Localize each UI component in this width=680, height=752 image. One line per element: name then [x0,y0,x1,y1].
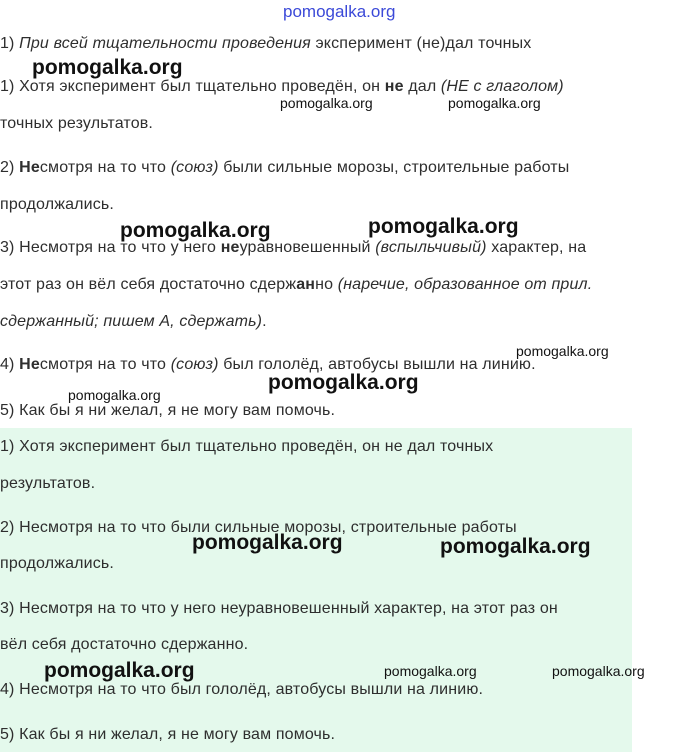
italic-note: сдержанный; пишем А, сдержать) [0,313,263,330]
text: 2) [0,159,15,176]
text: смотря на то что [39,159,167,176]
watermark: pomogalka.org [552,663,645,679]
bold-text: ан [296,276,316,293]
italic-note: (союз) [170,159,219,176]
sentence-1-line-1 [0,77,564,97]
text: 3) Несмотря на то что у него [0,239,217,256]
watermark: pomogalka.org [280,95,373,111]
text: характер, на [491,239,587,256]
text: смотря на то что [39,356,167,373]
watermark: pomogalka.org [516,343,609,359]
italic-note: (союз) [170,356,219,373]
watermark: pomogalka.org [448,95,541,111]
answer-4-line-1: 4) Несмотря на то что был гололёд, автобусы вышли на линию. [0,681,484,698]
sentence-1-line-2: точных результатов. [0,115,154,132]
text: . [262,313,267,330]
bold-text: Не [19,356,40,373]
bold-text: Не [19,159,40,176]
answer-5-line-1: 5) Как бы я ни желал, я не могу вам помочь. [0,726,336,743]
answer-2-line-2: продолжались. [0,555,114,572]
sentence-3-line-2 [0,275,592,295]
text: 4) [0,356,15,373]
answer-3-line-1: 3) Несмотря на то что у него неуравновешенный характер, на этот раз он [0,600,558,617]
text: были сильные морозы, строительные работы [223,159,570,176]
text: но [315,276,334,293]
watermark: pomogalka.org [68,387,161,403]
text: был гололёд, автобусы вышли на линию. [223,356,536,373]
answer-2-line-1: 2) Несмотря на то что были сильные морозы, строительные работы [0,519,517,536]
watermark: pomogalka.org [368,215,519,238]
text: дал [408,78,437,95]
task-rest: эксперимент (не)дал точных [315,35,532,52]
text: 1) Хотя эксперимент был тщательно проведён, он [0,78,381,95]
task-line-1 [0,34,531,54]
italic-note: (наречие, образованное от прил. [337,276,593,293]
watermark: pomogalka.org [192,531,343,554]
watermark: pomogalka.org [384,663,477,679]
answer-1-line-1: 1) Хотя эксперимент был тщательно проведён, он не дал точных [0,438,494,455]
watermark: pomogalka.org [268,371,419,394]
text: этот раз он вёл себя достаточно сдерж [0,276,297,293]
answer-3-line-2: вёл себя достаточно сдержанно. [0,636,249,653]
text: уравновешенный [239,239,371,256]
sentence-2-line-1 [0,158,569,178]
bold-text: не [220,239,240,256]
sentence-3-line-1 [0,238,586,258]
answer-1-line-2: результатов. [0,475,96,492]
italic-note: (НЕ с глаголом) [440,78,564,95]
watermark: pomogalka.org [44,659,195,682]
watermark: pomogalka.org [120,219,271,242]
sentence-3-line-3 [0,312,267,332]
watermark: pomogalka.org [440,535,591,558]
task-italic: При всей тщательности проведения [19,35,311,52]
italic-note: (вспыльчивый) [375,239,487,256]
bold-text: не [384,78,404,95]
sentence-5-line-1: 5) Как бы я ни желал, я не могу вам помочь. [0,402,336,419]
sentence-2-line-2: продолжались. [0,196,114,213]
watermark: pomogalka.org [32,56,183,79]
watermark-top-link[interactable]: pomogalka.org [283,2,396,21]
task-num: 1) [0,35,15,52]
